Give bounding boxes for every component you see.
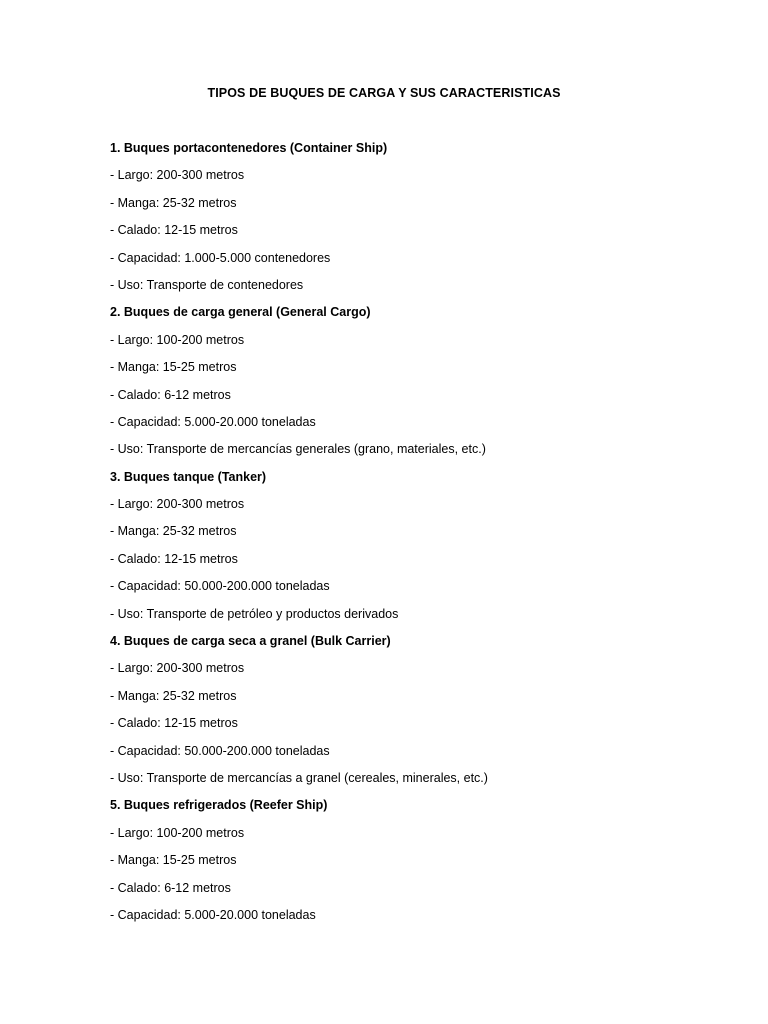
spec-item: - Calado: 12-15 metros bbox=[110, 716, 238, 731]
spec-item: - Capacidad: 1.000-5.000 contenedores bbox=[110, 250, 331, 265]
spec-item: - Calado: 6-12 metros bbox=[110, 880, 231, 895]
spec-item: - Uso: Transporte de mercancías generales (grano, materiales, etc.) bbox=[110, 442, 486, 457]
spec-item: - Largo: 100-200 metros bbox=[110, 825, 245, 840]
spec-item: - Manga: 15-25 metros bbox=[110, 360, 237, 375]
spec-item: - Calado: 6-12 metros bbox=[110, 387, 231, 402]
spec-item: - Capacidad: 5.000-20.000 toneladas bbox=[110, 907, 316, 922]
spec-item: - Largo: 200-300 metros bbox=[110, 168, 245, 183]
section-heading: 1. Buques portacontenedores (Container Ship) bbox=[110, 141, 388, 155]
spec-item: - Capacidad: 5.000-20.000 toneladas bbox=[110, 414, 316, 429]
document-body bbox=[110, 140, 710, 934]
section-general-cargo bbox=[110, 304, 710, 468]
spec-item: - Manga: 25-32 metros bbox=[110, 195, 237, 210]
spec-item: - Capacidad: 50.000-200.000 toneladas bbox=[110, 579, 330, 594]
section-heading: 5. Buques refrigerados (Reefer Ship) bbox=[110, 798, 328, 813]
spec-item: - Manga: 25-32 metros bbox=[110, 688, 237, 703]
section-reefer-ship bbox=[110, 797, 710, 934]
document-title: TIPOS DE BUQUES DE CARGA Y SUS CARACTERISTICAS bbox=[207, 86, 561, 100]
spec-item: - Uso: Transporte de petróleo y productos derivados bbox=[110, 606, 399, 621]
spec-item: - Largo: 200-300 metros bbox=[110, 497, 245, 512]
spec-item: - Uso: Transporte de mercancías a granel (cereales, minerales, etc.) bbox=[110, 770, 488, 785]
spec-item: - Capacidad: 50.000-200.000 toneladas bbox=[110, 743, 330, 758]
spec-item: - Calado: 12-15 metros bbox=[110, 551, 238, 566]
section-heading: 4. Buques de carga seca a granel (Bulk Carrier) bbox=[110, 634, 391, 649]
spec-item: - Calado: 12-15 metros bbox=[110, 223, 238, 238]
section-bulk-carrier bbox=[110, 633, 710, 797]
spec-item: - Largo: 200-300 metros bbox=[110, 661, 245, 676]
section-tanker bbox=[110, 469, 710, 633]
section-container-ship bbox=[110, 140, 710, 304]
spec-item: - Largo: 100-200 metros bbox=[110, 332, 245, 347]
spec-item: - Manga: 25-32 metros bbox=[110, 524, 237, 539]
spec-item: - Manga: 15-25 metros bbox=[110, 853, 237, 868]
section-heading: 2. Buques de carga general (General Cargo) bbox=[110, 305, 371, 320]
spec-item: - Uso: Transporte de contenedores bbox=[110, 277, 304, 292]
section-heading: 3. Buques tanque (Tanker) bbox=[110, 469, 267, 484]
